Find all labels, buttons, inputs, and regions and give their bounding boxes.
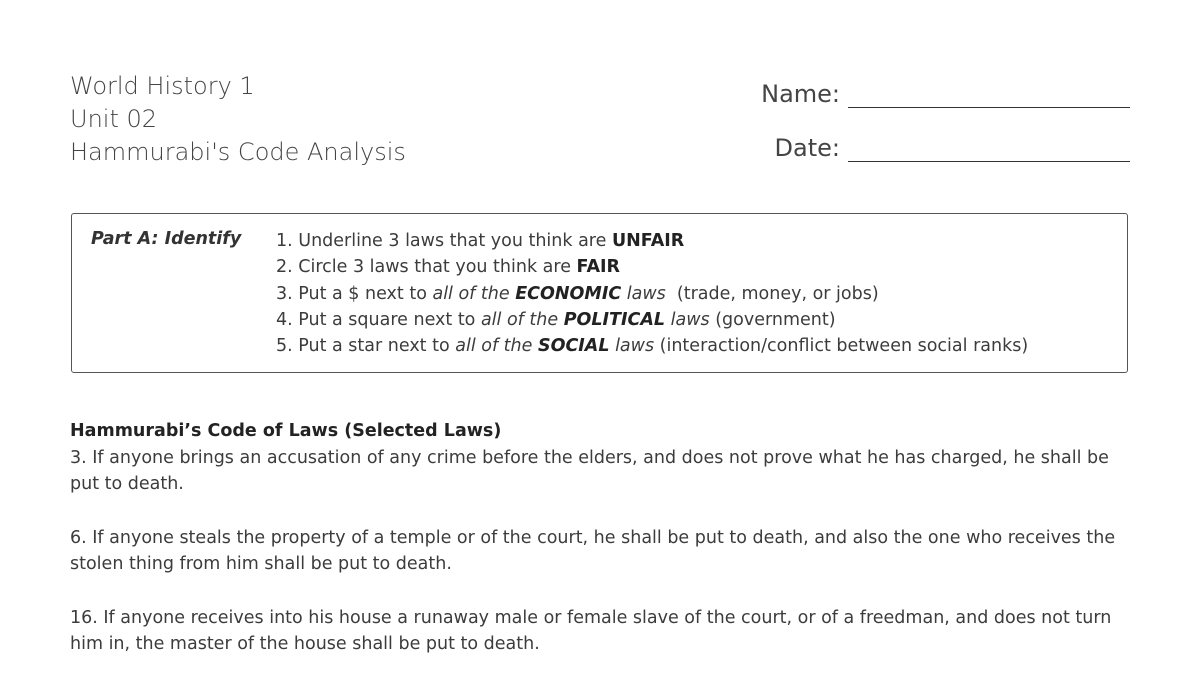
- name-field: [730, 80, 1130, 108]
- law-paragraph: 16. If anyone receives into his house a runaway male or female slave of the court, or of a freedman, and does not turn him in, the master of the house shall be put to death.: [70, 607, 1112, 654]
- worksheet-title: Hammurabi's Code Analysis: [70, 138, 406, 166]
- law-paragraph: 3. If anyone brings an accusation of any crime before the elders, and does not prove what he has charged, he shall be put to death.: [70, 447, 1109, 494]
- course-name: World History 1: [70, 72, 255, 100]
- name-label: Name:: [761, 80, 840, 108]
- date-label: Date:: [774, 134, 840, 162]
- instruction-item: 3. Put a $ next to all of the ECONOMIC laws (trade, money, or jobs): [276, 283, 879, 304]
- part-a-title: Part A: Identify: [91, 229, 242, 249]
- worksheet-header: [70, 70, 406, 169]
- instruction-item: 5. Put a star next to all of the SOCIAL laws (interaction/conflict between social ranks): [276, 336, 1029, 357]
- unit-label: Unit 02: [70, 105, 158, 133]
- part-a-instructions-box: [71, 213, 1128, 373]
- name-blank-line[interactable]: [848, 81, 1130, 108]
- date-blank-line[interactable]: [848, 135, 1130, 162]
- laws-heading: Hammurabi’s Code of Laws (Selected Laws): [70, 421, 502, 441]
- instruction-item: 4. Put a square next to all of the POLITICAL laws (government): [276, 309, 836, 330]
- laws-section: [70, 418, 1130, 658]
- law-paragraph: 6. If anyone steals the property of a temple or of the court, he shall be put to death, and also the one who receives the stolen thing from him shall be put to death.: [70, 527, 1116, 574]
- part-a-instruction-list: [276, 228, 1028, 359]
- date-field: [730, 134, 1130, 162]
- instruction-item: 1. Underline 3 laws that you think are UNFAIR: [276, 231, 685, 251]
- instruction-item: 2. Circle 3 laws that you think are FAIR: [276, 257, 621, 278]
